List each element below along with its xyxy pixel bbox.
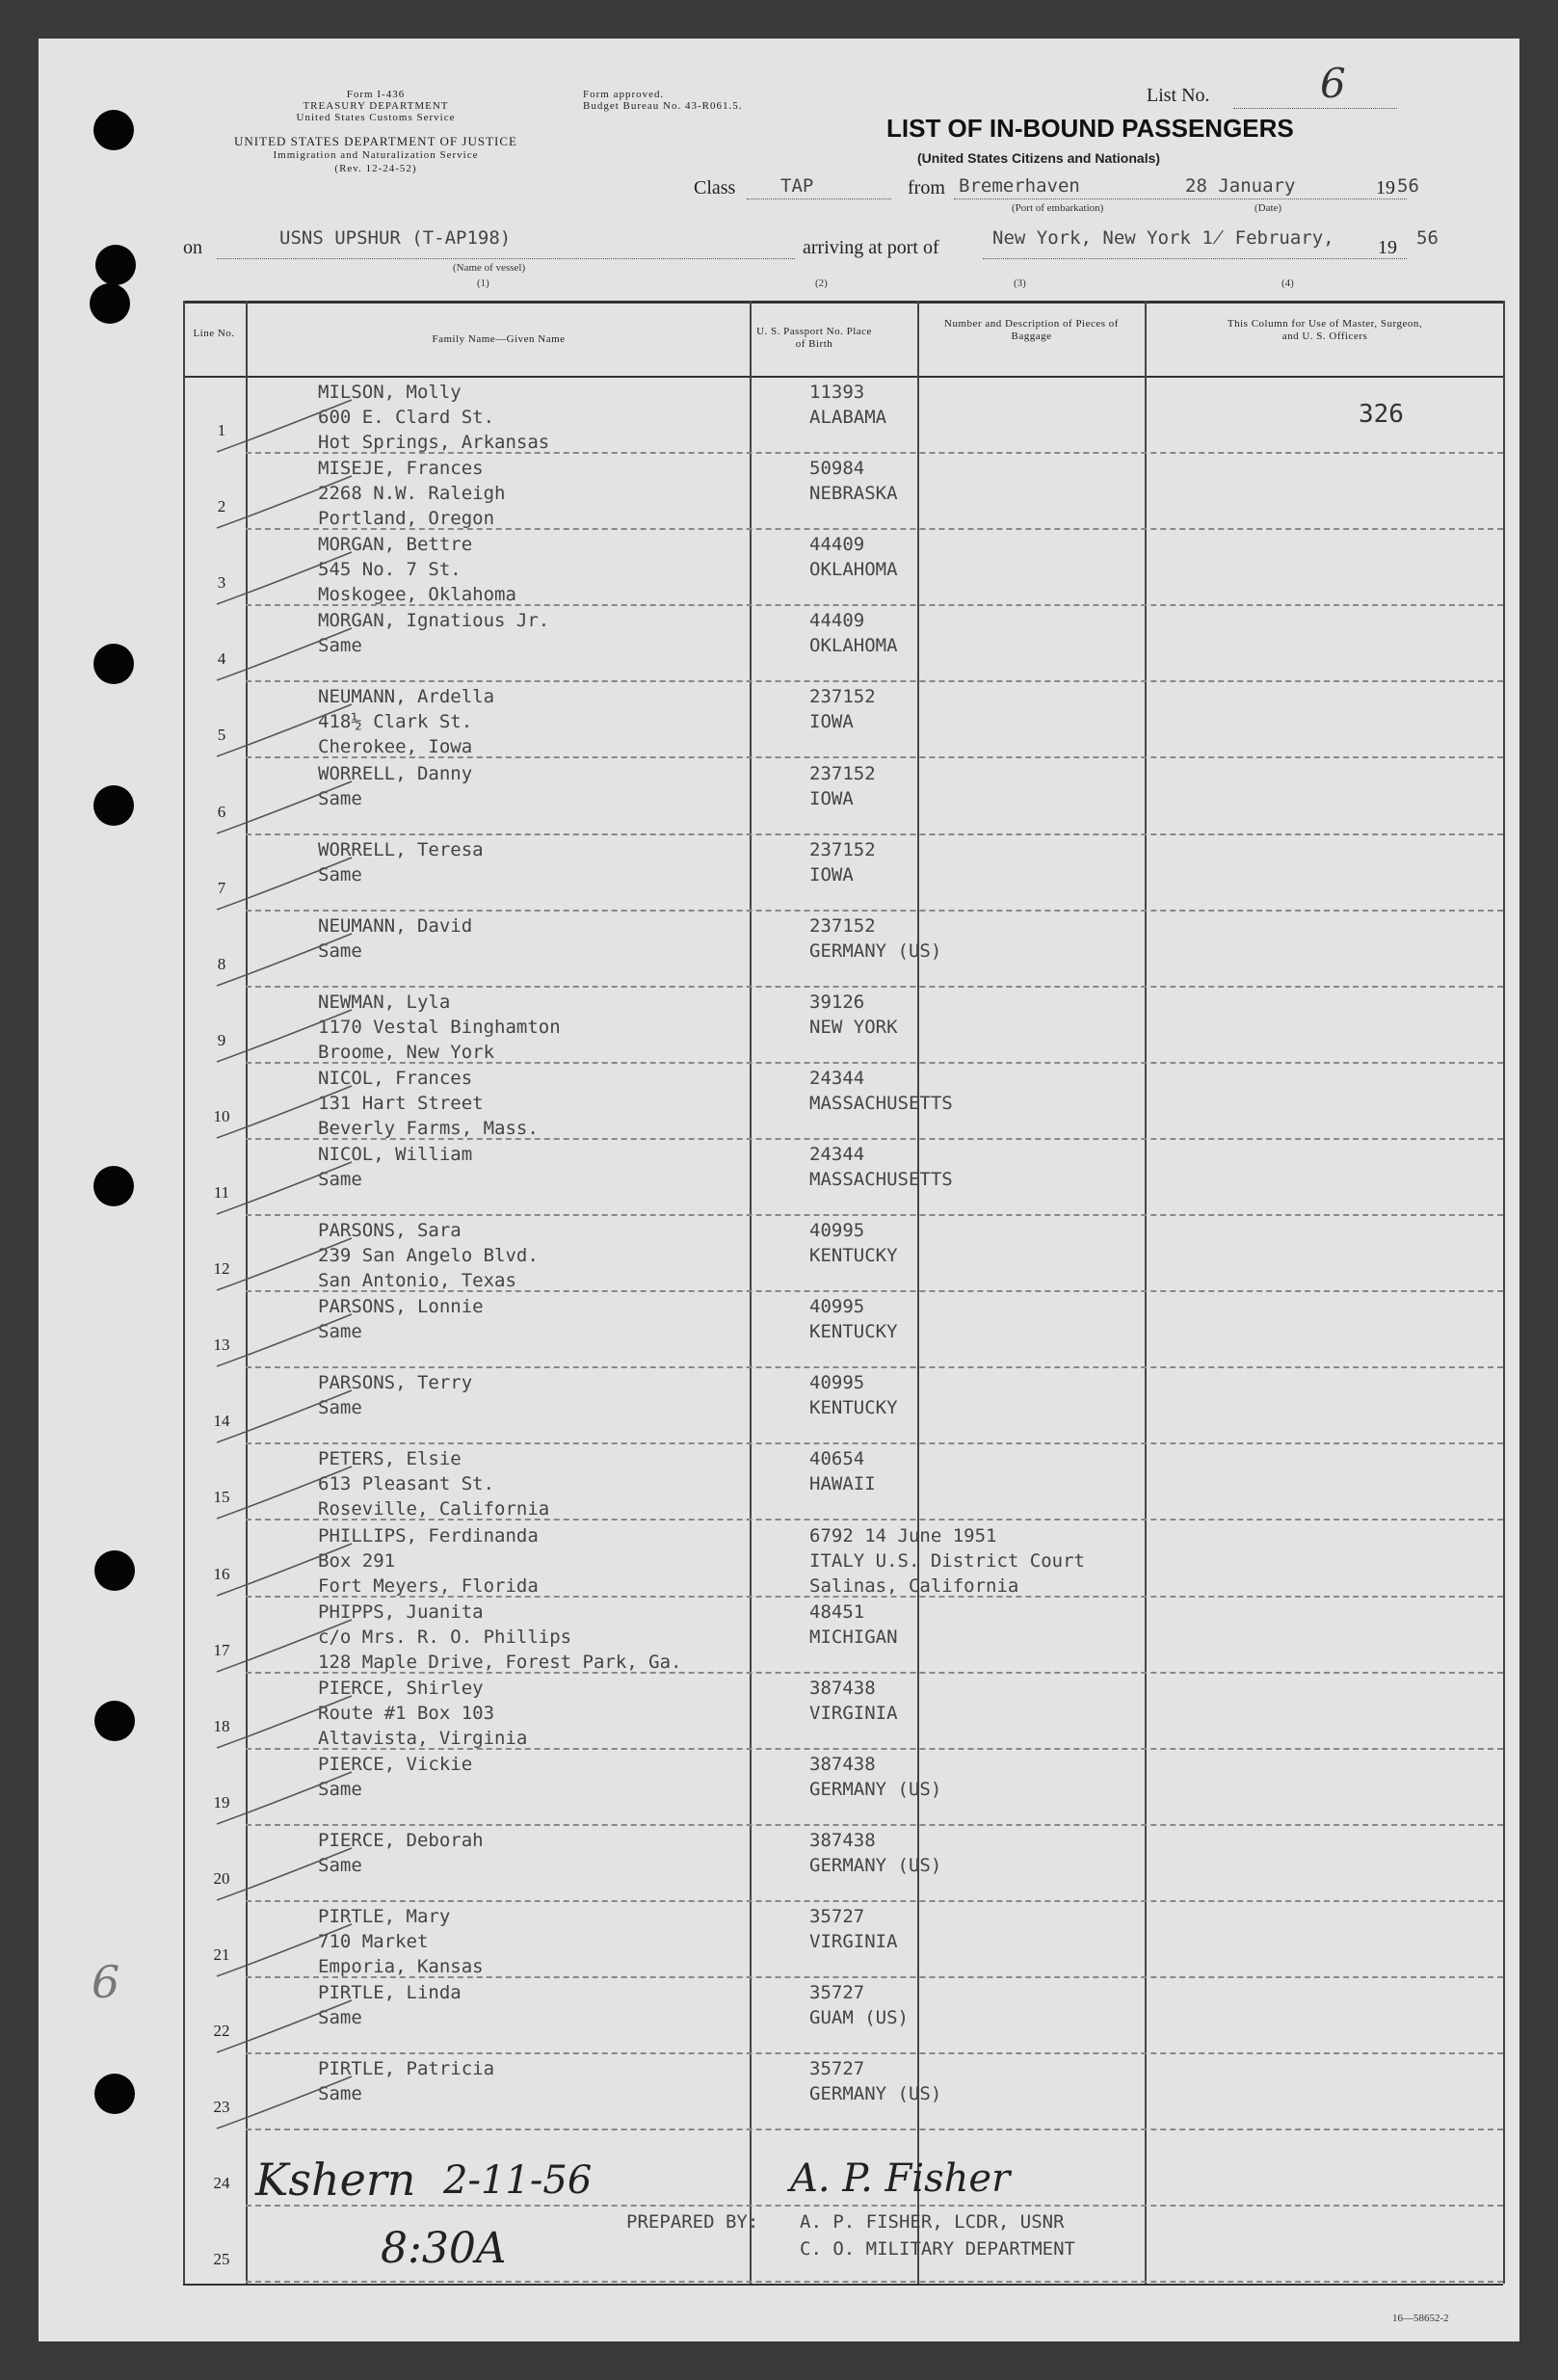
- check-mark: [207, 1387, 361, 1444]
- table-row: [39, 1292, 1519, 1368]
- check-mark: [207, 1920, 361, 1978]
- punch-hole: [93, 110, 134, 150]
- passenger-address-1: c/o Mrs. R. O. Phillips: [318, 1626, 572, 1648]
- passport-number: 35727: [809, 2058, 865, 2080]
- margin-mark: 6: [92, 1956, 120, 2008]
- year-prefix: 19: [1376, 177, 1395, 198]
- table-row: [39, 912, 1519, 988]
- passenger-address-1: 1170 Vestal Binghamton: [318, 1016, 561, 1038]
- arrival-year-prefix: 19: [1378, 237, 1397, 258]
- table-row: [39, 682, 1519, 758]
- list-no-value: 6: [1320, 60, 1346, 107]
- passport-number: 44409: [809, 534, 865, 556]
- passport-number: 387438: [809, 1829, 876, 1851]
- line-number: 11: [213, 1183, 230, 1203]
- passenger-address-1: Route #1 Box 103: [318, 1702, 495, 1724]
- table-row: [39, 378, 1519, 454]
- col-header-line-no: Line No.: [193, 328, 235, 339]
- line-number: 23: [213, 2098, 230, 2117]
- check-mark: [207, 1692, 361, 1750]
- passport-number: 35727: [809, 1982, 865, 2004]
- class-value: TAP: [780, 175, 814, 197]
- document-page: [39, 39, 1519, 2341]
- passenger-name: PHIPPS, Juanita: [318, 1600, 484, 1623]
- check-mark: [207, 1158, 361, 1216]
- punch-hole: [94, 2074, 135, 2114]
- punch-hole: [94, 1550, 135, 1591]
- place-of-birth: GERMANY (US): [809, 1854, 942, 1876]
- place-of-birth: MICHIGAN: [809, 1626, 898, 1648]
- check-mark: [207, 1310, 361, 1368]
- passenger-address-1: 131 Hart Street: [318, 1092, 484, 1114]
- passenger-name: NEWMAN, Lyla: [318, 991, 451, 1013]
- passenger-address-2: Portland, Oregon: [318, 508, 495, 530]
- passenger-address-2: Moskogee, Oklahoma: [318, 584, 516, 606]
- vessel-line: [217, 258, 795, 259]
- table-row: [39, 1140, 1519, 1216]
- passenger-address-1: Same: [318, 1854, 362, 1876]
- from-caption: (Port of embarkation): [1012, 202, 1104, 214]
- table-bottom-border: [183, 2284, 1503, 2286]
- prepared-by-label: PREPARED BY:: [626, 2211, 759, 2233]
- check-mark: [207, 624, 361, 682]
- check-mark: [207, 396, 361, 454]
- passenger-address-1: 418½ Clark St.: [318, 711, 473, 733]
- passenger-address-1: Same: [318, 939, 362, 962]
- line-number: 15: [213, 1488, 230, 1507]
- line-number: 24: [213, 2174, 230, 2193]
- passport-number: 40995: [809, 1372, 865, 1394]
- line-number: 2: [217, 497, 226, 516]
- table-row: [39, 1674, 1519, 1750]
- place-of-birth: GERMANY (US): [809, 939, 942, 962]
- table-row: [39, 2054, 1519, 2130]
- arrival-line: [983, 258, 1407, 259]
- passenger-address-1: 2268 N.W. Raleigh: [318, 483, 506, 505]
- place-of-birth: KENTUCKY: [809, 1245, 898, 1267]
- place-of-birth: OKLAHOMA: [809, 559, 898, 581]
- passenger-address-1: 710 Market: [318, 1931, 429, 1952]
- class-label: Class: [694, 177, 736, 198]
- passport-number: 24344: [809, 1067, 865, 1089]
- check-mark: [207, 854, 361, 912]
- passenger-name: MISEJE, Frances: [318, 458, 484, 480]
- check-mark: [207, 701, 361, 758]
- passenger-address-2: Broome, New York: [318, 1041, 495, 1063]
- passport-number: 237152: [809, 762, 876, 784]
- line-number: 17: [213, 1640, 230, 1659]
- place-of-birth: VIRGINIA: [809, 1702, 898, 1724]
- line-number: 13: [213, 1335, 230, 1355]
- check-mark: [207, 1540, 361, 1598]
- table-row: [39, 1521, 1519, 1598]
- passport-number: 237152: [809, 686, 876, 708]
- line-number: 21: [213, 1945, 230, 1965]
- place-of-birth: ITALY U.S. District Court: [809, 1549, 1085, 1572]
- passenger-name: NICOL, Frances: [318, 1067, 473, 1089]
- place-of-birth: KENTUCKY: [809, 1321, 898, 1343]
- table-row: [39, 1064, 1519, 1140]
- line-number: 20: [213, 1868, 230, 1888]
- passenger-address-1: Same: [318, 863, 362, 886]
- passenger-address-2: Altavista, Virginia: [318, 1727, 528, 1749]
- passenger-name: PIRTLE, Mary: [318, 1906, 451, 1927]
- line-number: 12: [213, 1259, 230, 1279]
- passenger-address-2: Emporia, Kansas: [318, 1956, 484, 1977]
- line-number: 10: [213, 1106, 230, 1125]
- rev-label: (Rev. 12-24-52): [334, 163, 417, 174]
- line-number: 18: [213, 1716, 230, 1735]
- inspection-time: 8:30A: [381, 2224, 507, 2273]
- officer-note: 326: [1359, 400, 1404, 429]
- list-no-label: List No.: [1147, 85, 1210, 106]
- passenger-name: PARSONS, Lonnie: [318, 1296, 484, 1318]
- table-row: [39, 1902, 1519, 1978]
- check-mark: [207, 1616, 361, 1674]
- place-of-birth: MASSACHUSETTS: [809, 1092, 953, 1114]
- col-header-officers: This Column for Use of Master, Surgeon, and U. S. Officers: [1227, 318, 1423, 342]
- customs-label: United States Customs Service: [296, 112, 456, 123]
- table-top-border: [183, 301, 1503, 304]
- place-of-birth: NEBRASKA: [809, 483, 898, 505]
- col-num-4: (4): [1281, 278, 1294, 289]
- check-mark: [207, 1997, 361, 2054]
- passenger-address-1: Same: [318, 635, 362, 657]
- check-mark: [207, 930, 361, 988]
- table-row: [39, 606, 1519, 682]
- passenger-address-1: Box 291: [318, 1549, 396, 1572]
- table-row: [39, 1368, 1519, 1444]
- ins-label: Immigration and Naturalization Service: [273, 149, 479, 161]
- place-of-birth: GERMANY (US): [809, 2083, 942, 2105]
- from-label: from: [908, 177, 945, 198]
- passenger-name: WORRELL, Teresa: [318, 838, 484, 860]
- col-num-2: (2): [815, 278, 828, 289]
- table-row: [39, 759, 1519, 835]
- passenger-name: PARSONS, Sara: [318, 1220, 462, 1242]
- preparer-name: A. P. FISHER, LCDR, USNR: [800, 2211, 1065, 2233]
- line-number: 3: [217, 573, 226, 593]
- punch-hole: [95, 245, 136, 285]
- passenger-name: PIERCE, Shirley: [318, 1677, 484, 1699]
- passport-note: Salinas, California: [809, 1574, 1019, 1597]
- line-number: 22: [213, 2022, 230, 2041]
- class-line: [747, 198, 891, 199]
- passenger-address-1: 613 Pleasant St.: [318, 1473, 495, 1495]
- place-of-birth: GUAM (US): [809, 2007, 909, 2029]
- passenger-name: PETERS, Elsie: [318, 1448, 462, 1470]
- on-label: on: [183, 237, 202, 258]
- line-number: 6: [217, 802, 226, 821]
- passenger-address-1: Same: [318, 1169, 362, 1190]
- check-mark: [207, 2073, 361, 2130]
- inspection-date: 2-11-56: [443, 2158, 593, 2203]
- passenger-address-1: 545 No. 7 St.: [318, 559, 462, 581]
- passenger-name: PARSONS, Terry: [318, 1372, 473, 1394]
- row-rule: [246, 2281, 1503, 2283]
- passport-number: 50984: [809, 458, 865, 480]
- line-number: 1: [217, 421, 226, 440]
- line-number: 8: [217, 954, 226, 973]
- vessel-name: USNS UPSHUR (T-AP198): [279, 227, 512, 249]
- check-mark: [207, 1234, 361, 1292]
- table-row: [39, 530, 1519, 606]
- passenger-name: MORGAN, Bettre: [318, 534, 473, 556]
- check-mark: [207, 548, 361, 606]
- check-mark: [207, 1006, 361, 1064]
- table-row: [39, 1978, 1519, 2054]
- passport-number: 35727: [809, 1906, 865, 1927]
- passenger-name: NICOL, William: [318, 1144, 473, 1165]
- justice-label: UNITED STATES DEPARTMENT OF JUSTICE: [234, 134, 517, 148]
- passenger-address-2: Hot Springs, Arkansas: [318, 432, 550, 453]
- passenger-address-1: Same: [318, 787, 362, 809]
- col-header-baggage: Number and Description of Pieces of Baggage: [944, 318, 1119, 342]
- line-number: 14: [213, 1412, 230, 1431]
- check-mark: [207, 1768, 361, 1826]
- place-of-birth: ALABAMA: [809, 407, 887, 428]
- col-header-name: Family Name—Given Name: [432, 333, 566, 345]
- line-number: 7: [217, 878, 226, 897]
- passport-number: 11393: [809, 382, 865, 403]
- punch-hole: [93, 785, 134, 826]
- passenger-address-2: 128 Maple Drive, Forest Park, Ga.: [318, 1651, 682, 1673]
- passport-number: 40654: [809, 1448, 865, 1470]
- passport-number: 237152: [809, 914, 876, 937]
- passenger-address-1: 600 E. Clard St.: [318, 407, 495, 428]
- place-of-birth: VIRGINIA: [809, 1931, 898, 1952]
- print-code: 16—58652-2: [1392, 2313, 1449, 2324]
- passenger-name: PIRTLE, Patricia: [318, 2058, 495, 2080]
- col-header-passport: U. S. Passport No. Place of Birth: [756, 326, 872, 350]
- table-row: [39, 1216, 1519, 1292]
- passenger-name: NEUMANN, Ardella: [318, 686, 495, 708]
- punch-hole: [90, 283, 130, 324]
- line-number: 19: [213, 1792, 230, 1811]
- passenger-address-1: Same: [318, 2007, 362, 2029]
- check-mark: [207, 778, 361, 835]
- punch-hole: [93, 644, 134, 684]
- passenger-address-2: Cherokee, Iowa: [318, 736, 473, 758]
- form-block-justice: [173, 135, 578, 175]
- page-subtitle: (United States Citizens and Nationals): [917, 150, 1161, 166]
- passenger-address-1: Same: [318, 1321, 362, 1343]
- check-mark: [207, 1844, 361, 1902]
- place-of-birth: KENTUCKY: [809, 1397, 898, 1419]
- passport-number: 387438: [809, 1753, 876, 1775]
- passenger-address-2: Roseville, California: [318, 1498, 550, 1521]
- table-row: [39, 1598, 1519, 1674]
- place-of-birth: OKLAHOMA: [809, 635, 898, 657]
- place-of-birth: HAWAII: [809, 1473, 876, 1495]
- table-row: [39, 1750, 1519, 1826]
- place-of-birth: GERMANY (US): [809, 1778, 942, 1800]
- place-of-birth: NEW YORK: [809, 1016, 898, 1038]
- line-number: 4: [217, 649, 226, 669]
- passenger-address-2: San Antonio, Texas: [318, 1270, 516, 1292]
- form-block-treasury: [241, 89, 511, 123]
- departure-year: 56: [1397, 175, 1419, 197]
- table-row: [39, 835, 1519, 912]
- passenger-address-2: Beverly Farms, Mass.: [318, 1117, 539, 1139]
- passenger-name: PIRTLE, Linda: [318, 1982, 462, 2004]
- passenger-name: MORGAN, Ignatious Jr.: [318, 610, 550, 632]
- from-value: Bremerhaven: [959, 175, 1080, 197]
- line-number: 25: [213, 2250, 230, 2269]
- departure-date: 28 January: [1185, 175, 1296, 197]
- form-approved-label: Form approved.: [583, 89, 665, 100]
- col-num-1: (1): [477, 278, 489, 289]
- inspector-initials: Kshern: [255, 2154, 416, 2206]
- passenger-address-1: 239 San Angelo Blvd.: [318, 1245, 539, 1267]
- arriving-label: arriving at port of: [803, 237, 939, 258]
- check-mark: [207, 1082, 361, 1140]
- passport-number: 387438: [809, 1677, 876, 1699]
- passenger-address-1: Same: [318, 1397, 362, 1419]
- list-no-line: [1233, 108, 1397, 109]
- passenger-name: WORRELL, Danny: [318, 762, 473, 784]
- passenger-address-1: Same: [318, 2083, 362, 2105]
- line-number: 16: [213, 1564, 230, 1583]
- passenger-name: PIERCE, Vickie: [318, 1753, 473, 1775]
- treasury-label: TREASURY DEPARTMENT: [303, 100, 449, 112]
- date-caption: (Date): [1254, 202, 1282, 214]
- budget-label: Budget Bureau No. 43-R061.5.: [583, 100, 743, 112]
- punch-hole: [94, 1701, 135, 1741]
- passport-number: 6792 14 June 1951: [809, 1524, 997, 1547]
- passport-number: 40995: [809, 1296, 865, 1318]
- place-of-birth: IOWA: [809, 711, 854, 733]
- form-approval: [583, 89, 742, 112]
- check-mark: [207, 1463, 361, 1521]
- table-row: [39, 988, 1519, 1064]
- passenger-address-2: Fort Meyers, Florida: [318, 1574, 539, 1597]
- place-of-birth: IOWA: [809, 787, 854, 809]
- passport-number: 39126: [809, 991, 865, 1013]
- passenger-name: PHILLIPS, Ferdinanda: [318, 1524, 539, 1547]
- place-of-birth: MASSACHUSETTS: [809, 1169, 953, 1190]
- passport-number: 48451: [809, 1600, 865, 1623]
- arrival-year: 56: [1416, 227, 1439, 249]
- col-num-3: (3): [1014, 278, 1026, 289]
- passenger-name: MILSON, Molly: [318, 382, 462, 403]
- preparer-signature: A. P. Fisher: [790, 2156, 1011, 2201]
- form-number: Form I-436: [346, 89, 406, 100]
- table-row: [39, 2207, 1519, 2283]
- table-row: [39, 454, 1519, 530]
- from-line: [954, 198, 1407, 199]
- table-row: [39, 1444, 1519, 1521]
- passenger-name: NEUMANN, David: [318, 914, 473, 937]
- passenger-address-1: Same: [318, 1778, 362, 1800]
- punch-hole: [93, 1166, 134, 1206]
- passenger-name: PIERCE, Deborah: [318, 1829, 484, 1851]
- passport-number: 44409: [809, 610, 865, 632]
- preparer-title: C. O. MILITARY DEPARTMENT: [800, 2238, 1075, 2260]
- page-title: LIST OF IN-BOUND PASSENGERS: [886, 114, 1294, 143]
- line-number: 5: [217, 726, 226, 745]
- line-number: 9: [217, 1030, 226, 1049]
- passport-number: 24344: [809, 1144, 865, 1165]
- passport-number: 237152: [809, 838, 876, 860]
- table-row: [39, 1826, 1519, 1902]
- passport-number: 40995: [809, 1220, 865, 1242]
- check-mark: [207, 472, 361, 530]
- arrival-port: New York, New York 1̸ February,: [992, 227, 1334, 249]
- vessel-caption: (Name of vessel): [453, 262, 526, 274]
- place-of-birth: IOWA: [809, 863, 854, 886]
